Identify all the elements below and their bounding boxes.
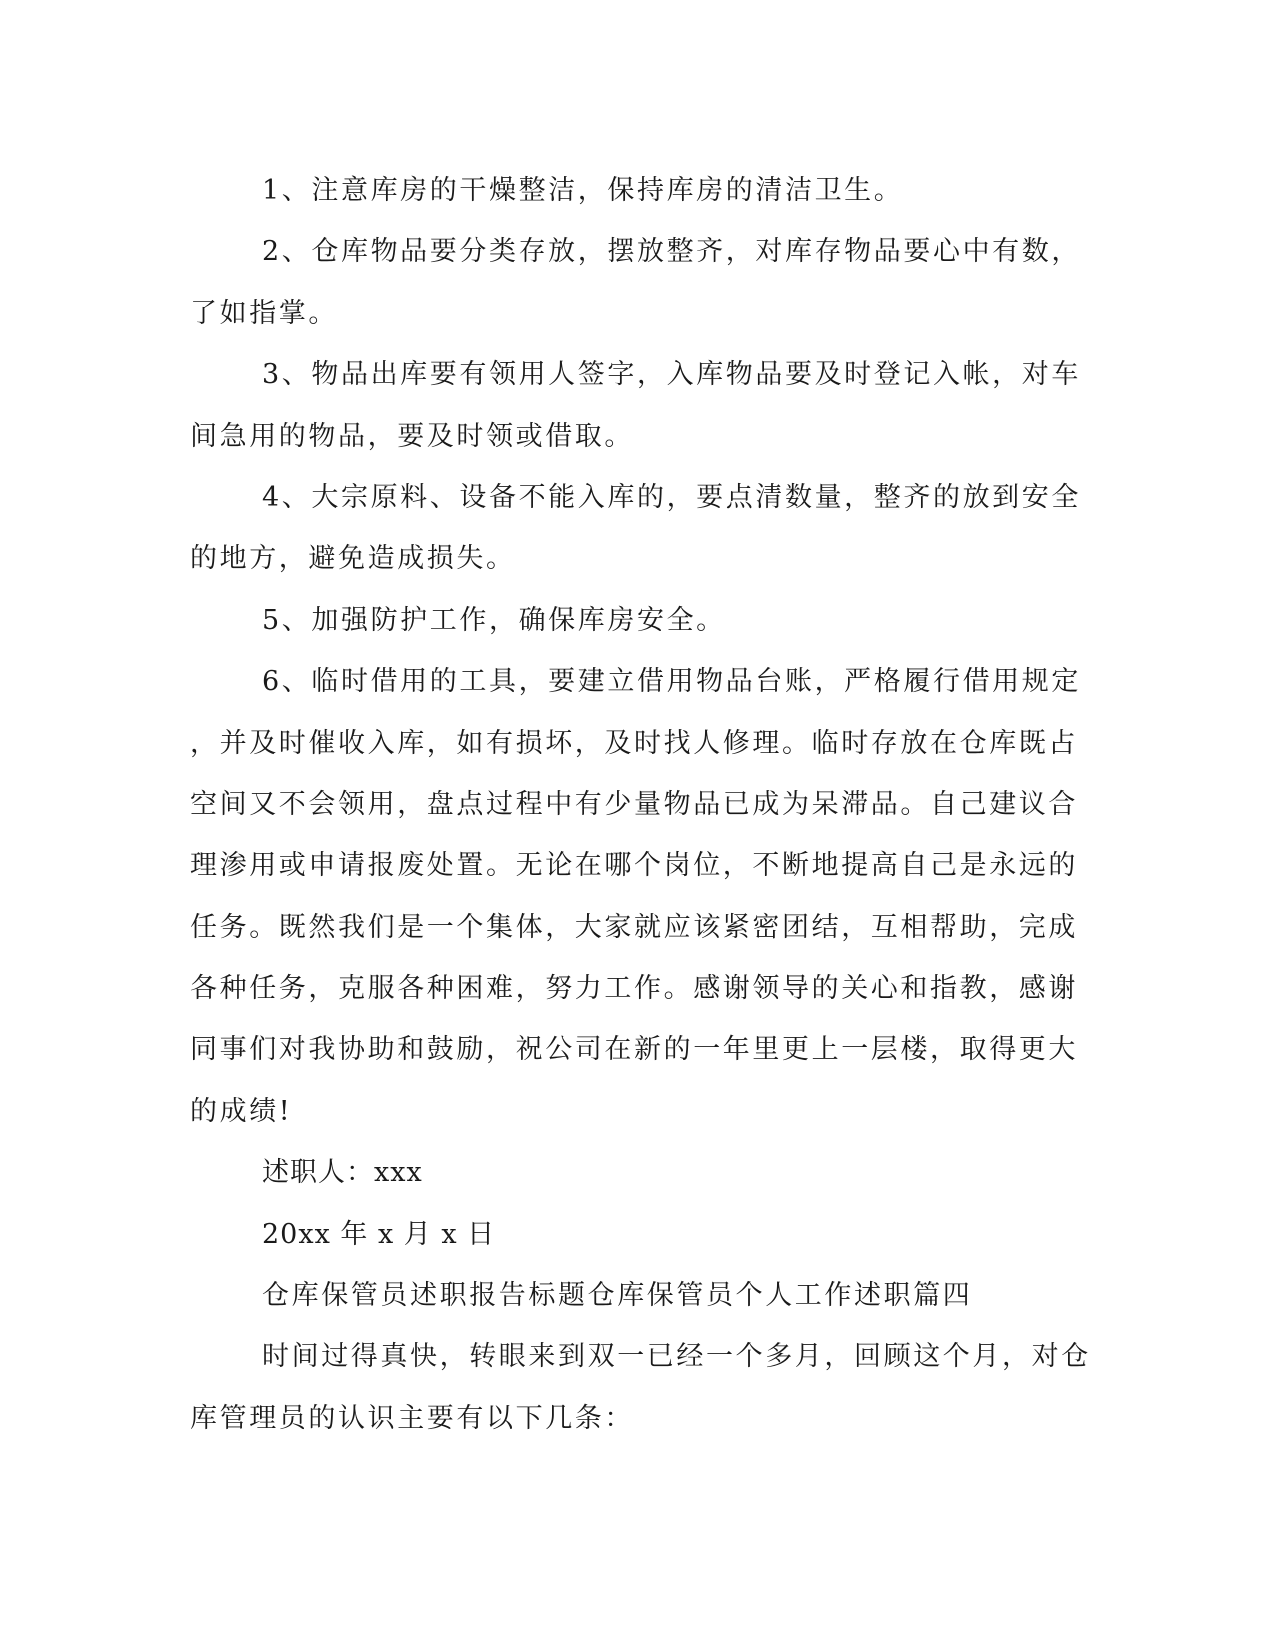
- paragraph-line-2: 2、仓库物品要分类存放，摆放整齐，对库存物品要心中有数，: [262, 236, 1081, 268]
- section-title: 仓库保管员述职报告标题仓库保管员个人工作述职篇四: [262, 1280, 973, 1312]
- paragraph-line-16: 的成绩!: [190, 1095, 293, 1127]
- paragraph-line-7: 的地方，避免造成损失。: [190, 543, 516, 575]
- paragraph-line-3: 了如指掌。: [190, 297, 338, 329]
- paragraph-line-1: 1、注意库房的干燥整洁，保持库房的清洁卫生。: [262, 175, 904, 206]
- paragraph-line-21: 库管理员的认识主要有以下几条：: [190, 1402, 634, 1434]
- paragraph-line-10: ，并及时催收入库，如有损坏，及时找人修理。临时存放在仓库既占: [190, 727, 1078, 759]
- reporter-signature: 述职人：xxx: [262, 1157, 423, 1189]
- paragraph-line-9: 6、临时借用的工具，要建立借用物品台账，严格履行借用规定: [262, 666, 1081, 698]
- paragraph-line-5: 间急用的物品，要及时领或借取。: [190, 420, 634, 452]
- paragraph-line-6: 4、大宗原料、设备不能入库的，要点清数量，整齐的放到安全: [262, 481, 1081, 513]
- paragraph-line-8: 5、加强防护工作，确保库房安全。: [262, 604, 726, 636]
- paragraph-line-15: 同事们对我协助和鼓励，祝公司在新的一年里更上一层楼，取得更大: [190, 1034, 1078, 1066]
- paragraph-line-13: 任务。既然我们是一个集体，大家就应该紧密团结，互相帮助，完成: [190, 911, 1078, 943]
- report-date: 20xx 年 x 月 x 日: [262, 1218, 496, 1250]
- paragraph-line-11: 空间又不会领用，盘点过程中有少量物品已成为呆滞品。自己建议合: [190, 788, 1078, 820]
- paragraph-line-4: 3、物品出库要有领用人签字，入库物品要及时登记入帐，对车: [262, 359, 1081, 391]
- paragraph-line-14: 各种任务，克服各种困难，努力工作。感谢领导的关心和指教，感谢: [190, 973, 1078, 1005]
- paragraph-line-20: 时间过得真快，转眼来到双一已经一个多月，回顾这个月，对仓: [262, 1341, 1091, 1373]
- document-body: [190, 160, 1091, 1449]
- paragraph-line-12: 理渗用或申请报废处置。无论在哪个岗位，不断地提高自己是永远的: [190, 850, 1078, 882]
